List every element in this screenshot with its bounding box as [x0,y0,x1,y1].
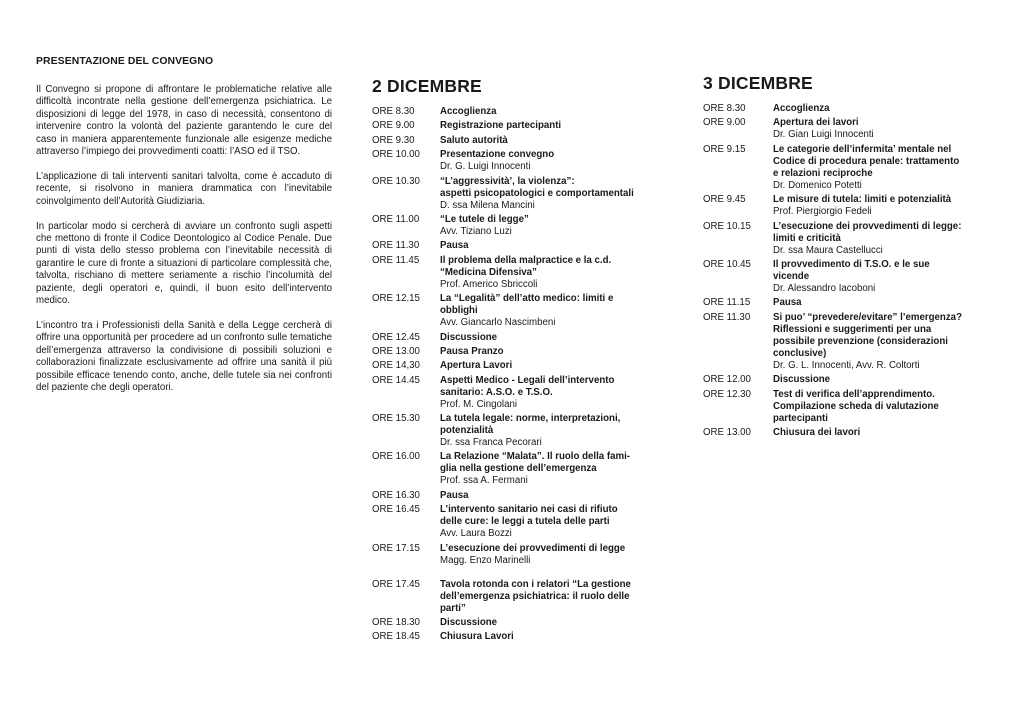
program-item [703,103,1003,115]
program-content [773,221,1003,257]
program-item [372,240,662,252]
program-title: Il problema della malpractice e la c.d. “Medicina Difensiva” [440,254,612,278]
program-time: ORE 13.00 [703,426,751,438]
program-time: ORE 9.45 [703,194,746,206]
program-item [372,214,662,238]
program-time: ORE 12.00 [703,374,751,386]
program-content [440,413,662,449]
program-title: L’esecuzione dei provvedimenti di legge [440,542,626,554]
program-speaker: Prof. ssa A. Fermani [440,475,528,487]
program-title: Il provvedimento di T.S.O. e le sue vicende [773,258,930,282]
program-item [372,413,662,449]
program-content [440,240,662,252]
program-title: L’esecuzione dei provvedimenti di legge: limiti e criticità [773,220,962,244]
program-time: ORE 12.15 [372,293,420,305]
program-item [372,451,662,487]
program-speaker: Avv. Laura Bozzi [440,528,512,540]
program-content [440,293,662,329]
program-item [703,312,1003,372]
program-content [773,194,1003,218]
presentation-paragraph: L’applicazione di tali interventi sanitari talvolta, come è accaduto di recente, si risolvono in maniera drammatica con l’inevitabile coinvolgimento dell’Autorità Giudiziaria. [36,170,332,207]
program-item [703,259,1003,295]
program-title: Pausa [440,240,469,252]
program-speaker: Dr. Domenico Potetti [773,179,862,191]
program-time: ORE 8.30 [372,106,415,117]
program-content [773,297,1003,309]
program-title: Discussione [773,374,831,386]
program-time: ORE 14,30 [372,360,420,372]
program-content [773,144,1003,192]
program-time: ORE 9.00 [372,120,415,132]
program-speaker: Avv. Tiziano Luzi [440,225,512,237]
program-title: Le categorie dell’infermita’ mentale nel Codice di procedura penale: trattamento e relazioni reciproche [773,143,960,179]
program-time: ORE 18.45 [372,631,420,643]
program-time: ORE 16.00 [372,451,420,463]
program-content [440,346,662,358]
program-item [372,120,662,132]
program-content [440,214,662,238]
presentation-paragraph: L’incontro tra i Professionisti della Sanità e della Legge cercherà di offrire una opportunità per procedere ad un confronto sulle tematiche dell’emergenza attraverso la condivisione di possibili soluzioni e collaborazioni finalizzate esclusivamente ad offrire una sanità il più possibile efficace tenendo conto, anche, delle tutele sia nei confronti del paziente che degli operatori. [36,320,332,394]
program-item [372,346,662,358]
program-speaker: Dr. G. L. Innocenti, Avv. R. Coltorti [773,359,920,371]
program-title: “Le tutele di legge” [440,213,529,225]
program-title: La Relazione “Malata”. Il ruolo della fami- glia nella gestione dell’emergenza [440,451,631,475]
program-title: Tavola rotonda con i relatori “La gestione dell’emergenza psichiatrica: il ruolo delle parti” [440,578,631,614]
program-time: ORE 13.00 [372,345,420,357]
program-item [703,194,1003,218]
program-content [440,617,662,629]
program-content [440,176,662,212]
program-time: ORE 16.45 [372,504,420,516]
program-content [440,490,662,502]
program-title: Presentazione convegno [440,149,555,161]
program-time: ORE 10.30 [372,175,420,187]
program-time: ORE 17.45 [372,578,420,590]
day-heading: 3 DICEMBRE [703,73,813,93]
program-item [703,427,1003,439]
program-time: ORE 9.00 [703,117,746,129]
program-time: ORE 14.45 [372,374,420,386]
program-time: ORE 16.30 [372,489,420,501]
program-content [440,360,662,372]
program-title: Apertura Lavori [440,360,513,372]
program-content [773,427,1003,439]
program-speaker: Magg. Enzo Marinelli [440,554,531,566]
program-title: Apertura dei lavori [773,117,859,129]
program-time: ORE 11.45 [372,254,420,266]
program-speaker: Dr. ssa Maura Castellucci [773,244,883,256]
program-content [773,312,1003,372]
program-title: Accoglienza [773,103,830,114]
program-content [773,117,1003,141]
program-content [440,332,662,344]
program-time: ORE 11.15 [703,297,751,309]
program-title: Pausa Pranzo [440,345,504,357]
program-content [440,106,662,118]
program-item [372,255,662,291]
program-time: ORE 11.30 [703,311,751,323]
program-speaker: Prof. M. Cingolani [440,398,517,410]
program-item [703,144,1003,192]
program-time: ORE 9.30 [372,134,415,146]
program-content [773,103,1003,115]
program-time: ORE 17.15 [372,542,420,554]
presentation-title: PRESENTAZIONE DEL CONVEGNO [36,56,214,67]
program-time: ORE 9.15 [703,143,746,155]
presentation-section [36,56,332,407]
program-title: Accoglienza [440,106,497,117]
program-item [703,374,1003,386]
day-heading: 2 DICEMBRE [372,76,482,96]
program-title: Le misure di tutela: limiti e potenzialità [773,194,952,206]
program-time: ORE 12.45 [372,331,420,343]
program-speaker: Prof. Americo Sbriccoli [440,278,538,290]
program-title: Pausa [773,297,802,309]
program-content [440,120,662,132]
program-item [703,117,1003,141]
program-title: Discussione [440,617,498,629]
program-title: Chiusura Lavori [440,631,514,643]
program-item [372,293,662,329]
program-item [372,360,662,372]
program-item [372,332,662,344]
program-day-2 [703,73,1003,441]
program-title: La tutela legale: norme, interpretazioni, potenzialità [440,413,621,437]
program-speaker: Dr. ssa Franca Pecorari [440,437,542,449]
program-content [773,389,1003,425]
program-title: Chiusura dei lavori [773,426,861,438]
program-item [372,490,662,502]
program-speaker: Dr. Gian Luigi Innocenti [773,129,874,141]
program-content [773,374,1003,386]
program-content [440,631,662,643]
program-item [703,221,1003,257]
program-item [372,617,662,629]
program-time: ORE 10.00 [372,149,420,161]
program-item [372,375,662,411]
program-list [703,103,1003,439]
program-content [440,149,662,173]
program-title: Aspetti Medico - Legali dell’intervento sanitario: A.S.O. e T.S.O. [440,374,615,398]
program-item [372,631,662,643]
program-item [372,579,662,615]
program-content [440,579,662,615]
program-day-1 [372,76,662,646]
program-item [372,504,662,540]
program-time: ORE 18.30 [372,617,420,629]
program-content [440,135,662,147]
program-title: Saluto autorità [440,134,508,146]
program-item [372,106,662,118]
presentation-paragraph: Il Convegno si propone di affrontare le problematiche relative alle difficoltà incontrate nella gestione dell’emergenza psichiatrica. Le disposizioni di legge del 1978, in caso di necessità, consentono di intervenire contro la volontà del paziente garantendo le cure del caso in maniera apparentemente funzionale alle esigenze mediche attraverso l’impiego dei provvedimenti coatti: l’ASO ed il TSO. [36,84,332,158]
program-item [703,389,1003,425]
program-speaker: Avv. Giancarlo Nascimbeni [440,317,556,329]
program-item [372,149,662,173]
program-title: L’intervento sanitario nei casi di rifiuto delle cure: le leggi a tutela delle parti [440,504,618,528]
program-speaker: Dr. Alessandro Iacoboni [773,282,876,294]
program-time: ORE 11.30 [372,240,420,252]
program-time: ORE 11.00 [372,213,420,225]
program-item [372,135,662,147]
program-speaker: D. ssa Milena Mancini [440,199,535,211]
program-item [372,543,662,567]
program-title: Registrazione partecipanti [440,120,562,132]
program-title: Discussione [440,331,498,343]
program-content [440,375,662,411]
program-content [440,451,662,487]
program-title: “L’aggressività’, la violenza”: aspetti psicopatologici e comportamentali [440,175,634,199]
program-item [703,297,1003,309]
program-speaker: Prof. Piergiorgio Fedeli [773,206,872,218]
program-time: ORE 10.15 [703,220,751,232]
program-content [440,543,662,567]
program-speaker: Dr. G. Luigi Innocenti [440,161,531,173]
program-title: Si puo’ “prevedere/evitare” l’emergenza? Riflessioni e suggerimenti per una possibile prevenzione (considerazioni conclusive) [773,311,962,359]
program-item [372,176,662,212]
program-time: ORE 8.30 [703,103,746,114]
program-title: Pausa [440,489,469,501]
program-title: La “Legalità” dell’atto medico: limiti e obblighi [440,293,614,317]
program-list [372,106,662,643]
program-time: ORE 15.30 [372,413,420,425]
program-content [440,504,662,540]
program-content [773,259,1003,295]
program-title: Test di verifica dell’apprendimento. Compilazione scheda di valutazione partecipanti [773,388,939,424]
presentation-paragraph: In particolar modo si cercherà di avviare un confronto sugli aspetti che mettono di fronte il Codice Deontologico al Codice Penale. Due punti di vista dello stesso problema con l’inevitabile necessità di garantire le cure di fronte a situazioni di particolare complessità che, talvolta, rischiano di mettere seriamente a rischio l’incolumità del paziente, degli operatori e, quindi, il buon esito dell’intervento medico. [36,220,332,307]
program-time: ORE 10.45 [703,258,751,270]
program-time: ORE 12.30 [703,388,751,400]
program-content [440,255,662,291]
